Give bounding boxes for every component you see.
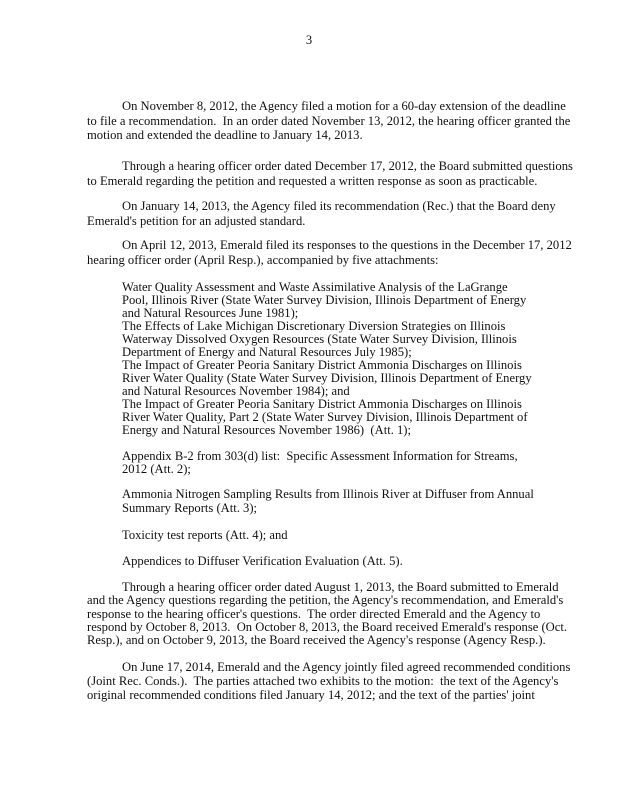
text-line: Department of Energy and Natural Resources July 1985); xyxy=(122,345,412,359)
text-line: respond by October 8, 2013. On October 8, 2013, the Board received Emerald's response (Oct. xyxy=(87,619,567,634)
text-line: River Water Quality, Part 2 (State Water Survey Division, Illinois Department of xyxy=(122,410,528,424)
text-line: hearing officer order (April Resp.), accompanied by five attachments: xyxy=(87,252,439,267)
text-line: Appendix B-2 from 303(d) list: Specific Assessment Information for Streams, xyxy=(122,449,518,463)
text-line: Ammonia Nitrogen Sampling Results from Illinois River at Diffuser from Annual xyxy=(122,487,534,501)
text-line: Appendices to Diffuser Verification Evaluation (Att. 5). xyxy=(122,554,403,568)
text-line: Toxicity test reports (Att. 4); and xyxy=(122,528,288,542)
text-line: to file a recommendation. In an order dated November 13, 2012, the hearing officer granted the xyxy=(87,113,571,128)
text-line: On June 17, 2014, Emerald and the Agency jointly filed agreed recommended conditions xyxy=(122,660,571,674)
text-line: Through a hearing officer order dated December 17, 2012, the Board submitted questions xyxy=(122,159,573,173)
text-line: Energy and Natural Resources November 1986) (Att. 1); xyxy=(122,423,411,437)
text-line: motion and extended the deadline to January 14, 2013. xyxy=(87,128,363,142)
text-line: Resp.), and on October 9, 2013, the Board received the Agency's response (Agency Resp.). xyxy=(87,633,546,648)
text-line: On April 12, 2013, Emerald filed its responses to the questions in the December 17, 2012 xyxy=(122,238,572,252)
text-line: response to the hearing officer's questions. The order directed Emerald and the Agency to xyxy=(87,606,541,621)
text-line: The Impact of Greater Peoria Sanitary District Ammonia Discharges on Illinois xyxy=(122,358,522,372)
text-line: Waterway Dissolved Oxygen Resources (State Water Survey Division, Illinois xyxy=(122,332,517,346)
text-line: Water Quality Assessment and Waste Assimilative Analysis of the LaGrange xyxy=(122,280,508,294)
text-line: and Natural Resources November 1984); and xyxy=(122,384,350,398)
text-line: On November 8, 2012, the Agency filed a motion for a 60-day extension of the deadline xyxy=(122,99,566,113)
text-line: to Emerald regarding the petition and requested a written response as soon as practicable. xyxy=(87,173,538,188)
text-line: original recommended conditions filed January 14, 2012; and the text of the parties' joint xyxy=(87,688,535,702)
text-line: Through a hearing officer order dated August 1, 2013, the Board submitted to Emerald xyxy=(122,580,559,594)
text-line: The Effects of Lake Michigan Discretionary Diversion Strategies on Illinois xyxy=(122,319,506,333)
text-line: Emerald's petition for an adjusted standard. xyxy=(87,213,306,228)
text-line: and Natural Resources June 1981); xyxy=(122,306,299,320)
text-line: Pool, Illinois River (State Water Survey Division, Illinois Department of Energy xyxy=(122,293,527,307)
text-line: (Joint Rec. Conds.). The parties attached two exhibits to the motion: the text of the Agency's xyxy=(87,674,559,688)
text-line: The Impact of Greater Peoria Sanitary District Ammonia Discharges on Illinois xyxy=(122,397,522,411)
text-line: River Water Quality (State Water Survey Division, Illinois Department of Energy xyxy=(122,371,532,385)
text-line: and the Agency questions regarding the petition, the Agency's recommendation, and Emerald's xyxy=(87,593,564,608)
text-line: On January 14, 2013, the Agency filed its recommendation (Rec.) that the Board deny xyxy=(122,199,556,213)
text-line: 2012 (Att. 2); xyxy=(122,462,191,476)
text-line: Summary Reports (Att. 3); xyxy=(122,500,258,515)
page-number: 3 xyxy=(305,33,313,47)
